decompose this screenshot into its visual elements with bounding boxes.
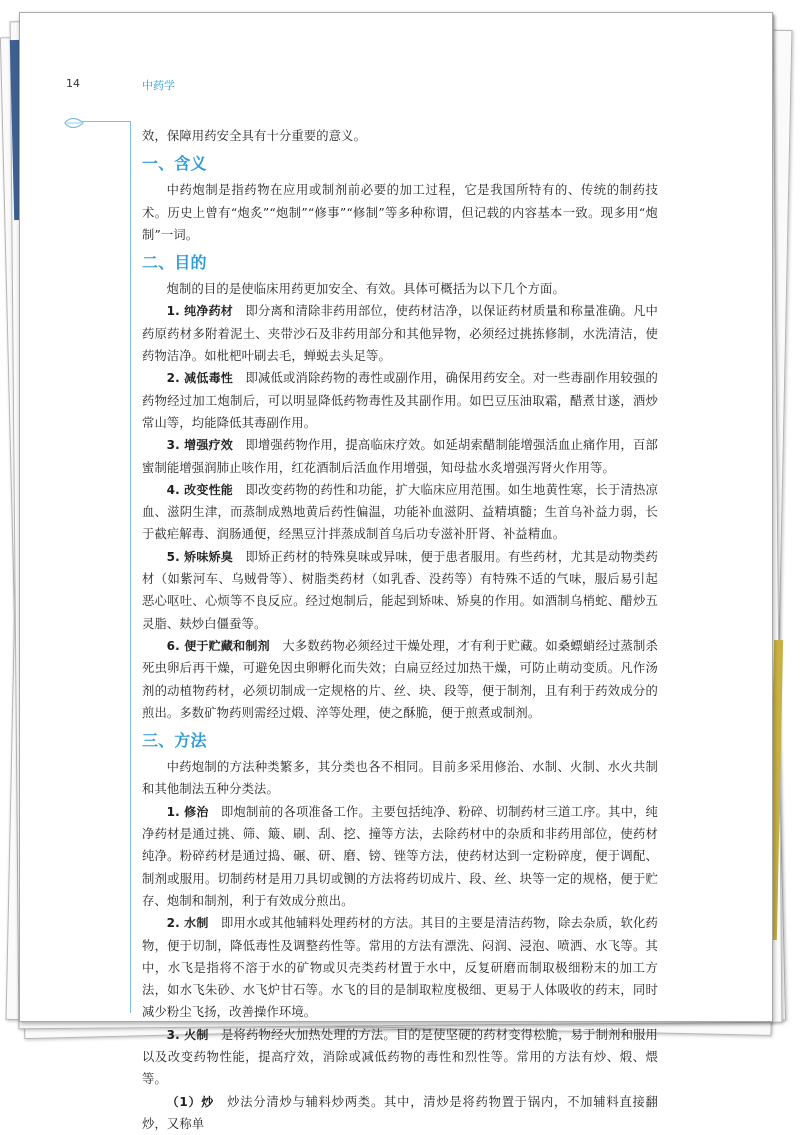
paragraph xyxy=(142,546,658,635)
paragraph-text: 效，保障用药安全具有十分重要的意义。 xyxy=(142,129,367,143)
paragraph xyxy=(142,1091,658,1135)
page-number: 14 xyxy=(66,77,80,90)
item-term: 1. 修治 xyxy=(166,804,209,819)
item-term: 1. 纯净药材 xyxy=(166,304,234,319)
paragraph-text: 炒法分清炒与辅料炒两类。其中，清炒是将药物置于锅内，不加辅料直接翻炒，又称单 xyxy=(142,1094,659,1131)
paragraph xyxy=(142,635,658,724)
paragraph-text: 即炮制前的各项准备工作。主要包括纯净、粉碎、切制药材三道工序。其中，纯净药材是通过挑、筛、簸、刷、刮、挖、撞等方法，去除药材中的杂质和非药用部位，使药材纯净。粉碎药材是通过捣、碾、研、磨、镑、锉等方法，使药材达到一定粉碎度，便于调配、制剂或服用。切制药材是用刀具切或铡的方法将药切成片、段、丝、块等一定的规格，便于贮存、炮制和制剂，利于有效成分煎出。 xyxy=(142,804,658,908)
item-term: 2. 减低毒性 xyxy=(166,371,234,386)
body-text xyxy=(142,125,658,1135)
paragraph xyxy=(142,479,658,546)
paragraph-text: 即增强药物作用，提高临床疗效。如延胡索醋制能增强活血止痛作用，百部蜜制能增强润肺止咳作用，红花酒制后活血作用增强，知母盐水炙增强泻肾火作用等。 xyxy=(142,438,659,475)
paragraph-text: 即用水或其他辅料处理药材的方法。其目的主要是清洁药物，除去杂质，软化药物，便于切制，降低毒性及调整药性等。常用的方法有漂洗、闷润、浸泡、喷洒、水飞等。其中，水飞是指将不溶于水的矿物或贝壳类药材置于水中，反复研磨而制取极细粉末的加工方法，如水飞朱砂、水飞炉甘石等。水飞的目的是制取粒度极细、更易于人体吸收的药末，同时减少粉尘飞扬，改善操作环境。 xyxy=(142,916,658,1020)
item-term: 3. 增强疗效 xyxy=(166,438,234,453)
paragraph xyxy=(142,912,658,1023)
paragraph xyxy=(142,801,658,912)
running-header-title: 中药学 xyxy=(142,79,175,92)
item-term: （1）炒 xyxy=(166,1094,215,1109)
paragraph xyxy=(142,756,658,801)
paragraph-text: 即改变药物的药性和功能，扩大临床应用范围。如生地黄性寒，长于清热凉血、滋阴生津，而蒸制成熟地黄后药性偏温，功能补血滋阴、益精填髓；生首乌补益力弱，长于截疟解毒、润肠通便，经黑豆汁拌蒸成制首乌后功专滋补肝肾、补益精血。 xyxy=(142,482,659,542)
margin-guide-line xyxy=(82,121,130,122)
paragraph xyxy=(142,125,658,147)
item-term: 5. 矫味矫臭 xyxy=(166,549,234,564)
paragraph-text: 即减低或消除药物的毒性或副作用，确保用药安全。对一些毒副作用较强的药物经过加工炮制后，可以明显降低药物毒性及其副作用。如巴豆压油取霜，醋煮甘遂，酒炒常山等，均能降低其毒副作用。 xyxy=(142,371,659,430)
item-term: 4. 改变性能 xyxy=(166,482,234,497)
margin-guide-line xyxy=(130,121,131,1013)
paragraph xyxy=(142,300,658,367)
paragraph-text: 即矫正药材的特殊臭味或异味，便于患者服用。有些药材，尤其是动物类药材（如紫河车、乌贼骨等）、树脂类药材（如乳香、没药等）有特殊不适的气味，服后易引起恶心呕吐、心烦等不良反应。经过炮制后，能起到矫味、矫臭的作用。如酒制乌梢蛇、醋炒五灵脂、麸炒白僵蚕等。 xyxy=(142,549,659,631)
section-heading: 三、方法 xyxy=(142,731,207,751)
leaf-ornament-icon xyxy=(64,117,84,129)
book-page xyxy=(19,12,773,1131)
section-heading: 一、含义 xyxy=(142,154,207,174)
paragraph xyxy=(142,367,658,434)
item-term: 3. 火制 xyxy=(166,1027,209,1042)
paragraph-text: 大多数药物必须经过干燥处理，才有利于贮藏。如桑螵蛸经过蒸制杀死虫卵后再干燥，可避免因虫卵孵化而失效；白扁豆经过加热干燥，可防止萌动变质。凡作汤剂的动植物药材，必须切制成一定规格的片、丝、块、段等，便于制剂，且有利于药效成分的煎出。多数矿物药则需经过煅、淬等处理，使之酥脆，便于煎煮或制剂。 xyxy=(142,638,658,720)
paragraph xyxy=(142,179,658,246)
paragraph-text: 中药炮制是指药物在应用或制剂前必要的加工过程，它是我国所特有的、传统的制药技术。历史上曾有“炮炙”“炮制”“修事”“修制”等多种称谓，但记载的内容基本一致。现多用“炮制”一词。 xyxy=(142,183,658,242)
paragraph xyxy=(142,434,658,479)
paragraph xyxy=(142,278,658,300)
paragraph-text: 中药炮制的方法种类繁多，其分类也各不相同。目前多采用修治、水制、火制、水火共制和其他制法五种分类法。 xyxy=(142,760,658,797)
paragraph-text: 炮制的目的是使临床用药更加安全、有效。具体可概括为以下几个方面。 xyxy=(166,282,565,297)
section-heading: 二、目的 xyxy=(142,253,207,273)
paragraph xyxy=(142,1024,658,1091)
paragraph-text: 即分离和清除非药用部位，使药材洁净，以保证药材质量和称量准确。凡中药原药材多附着泥土、夹带沙石及非药用部分和其他异物，必须经过挑拣修制，水洗清洁，使药物洁净。如枇杷叶刷去毛，蝉蜕去头足等。 xyxy=(142,304,659,364)
item-term: 6. 便于贮藏和制剂 xyxy=(166,638,270,653)
paragraph-text: 是将药物经火加热处理的方法。目的是使坚硬的药材变得松脆，易于制剂和服用以及改变药物性能，提高疗效，消除或减低药物的毒性和烈性等。常用的方法有炒、煅、煨等。 xyxy=(142,1027,658,1087)
item-term: 2. 水制 xyxy=(166,916,209,931)
